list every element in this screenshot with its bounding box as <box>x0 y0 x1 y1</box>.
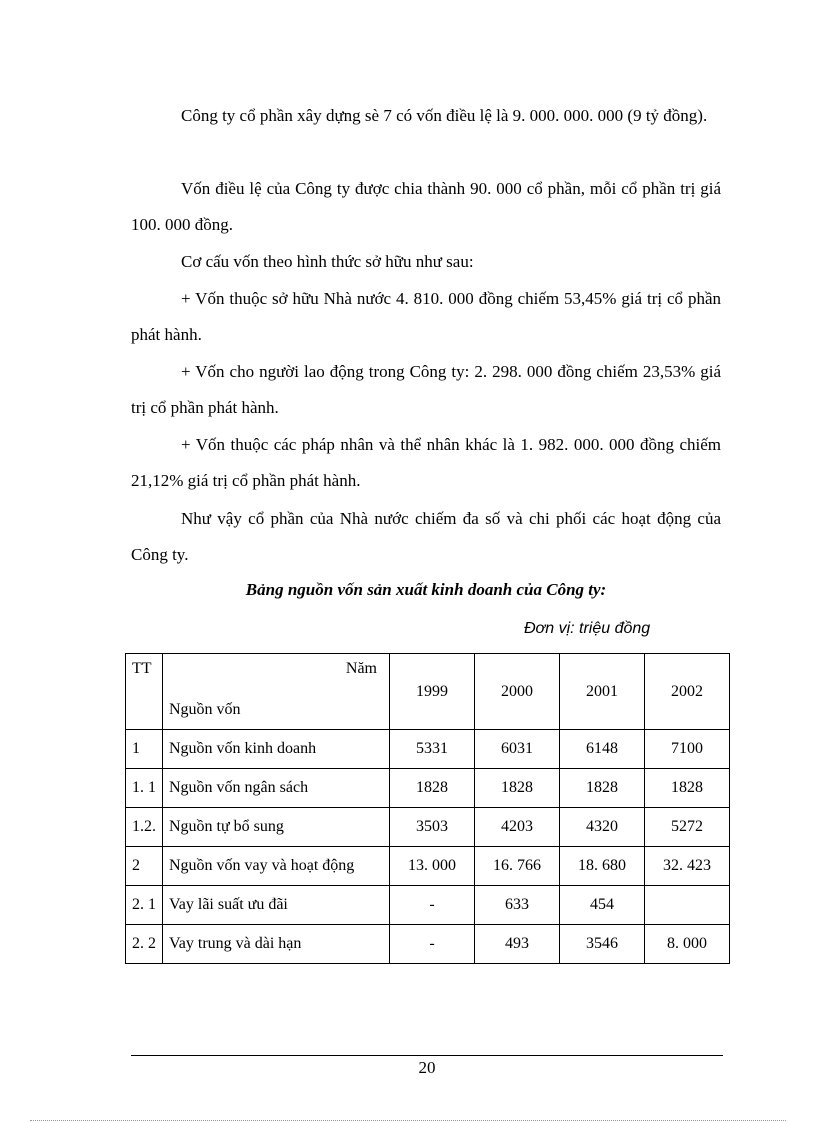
table-row <box>126 730 730 769</box>
row-value: 3503 <box>390 808 475 847</box>
paragraph-ownership-intro: Cơ cấu vốn theo hình thức sở hữu như sau: <box>181 252 474 271</box>
row-label: Vay lãi suất ưu đãi <box>163 886 390 925</box>
header-year: 1999 <box>390 654 475 730</box>
row-tt: 1.2. <box>126 808 163 847</box>
header-year-label: Năm <box>345 660 377 677</box>
table-row <box>126 925 730 964</box>
row-value: 6148 <box>560 730 645 769</box>
header-diagonal-cell <box>163 654 390 730</box>
row-value: 16. 766 <box>475 847 560 886</box>
header-year: 2002 <box>645 654 730 730</box>
table-row <box>126 847 730 886</box>
row-value: 633 <box>475 886 560 925</box>
page-bottom-dotted-border <box>30 1120 786 1121</box>
row-value: - <box>390 925 475 964</box>
table-unit: Đơn vị: triệu đồng <box>524 620 651 637</box>
row-tt: 1 <box>126 730 163 769</box>
row-value: - <box>390 886 475 925</box>
row-value: 5331 <box>390 730 475 769</box>
header-tt <box>126 654 163 730</box>
table-row <box>126 769 730 808</box>
row-value: 4203 <box>475 808 560 847</box>
row-value: 454 <box>560 886 645 925</box>
row-value: 493 <box>475 925 560 964</box>
paragraph-conclusion: Như vậy cổ phần của Nhà nước chiếm đa số và chi phối các hoạt động của Công ty. <box>131 509 721 564</box>
paragraph-charter-capital: Công ty cổ phần xây dựng sè 7 có vốn điều lệ là 9. 000. 000. 000 (9 tỷ đồng). <box>181 106 708 125</box>
table-title: Bảng nguồn vốn sản xuất kinh doanh của Công ty: <box>245 580 607 599</box>
paragraph-state-capital: + Vốn thuộc sở hữu Nhà nước 4. 810. 000 đồng chiếm 53,45% giá trị cổ phần phát hành. <box>131 289 721 344</box>
row-value: 18. 680 <box>560 847 645 886</box>
paragraph-share-division: Vốn điều lệ của Công ty được chia thành 90. 000 cổ phần, mỗi cổ phần trị giá 100. 000 đồng. <box>131 179 721 234</box>
page-number: 20 <box>418 1058 436 1077</box>
row-value: 3546 <box>560 925 645 964</box>
footer-divider <box>131 1055 723 1056</box>
paragraph-employee-capital: + Vốn cho người lao động trong Công ty: 2. 298. 000 đồng chiếm 23,53% giá trị cổ phần phát hành. <box>131 362 721 417</box>
header-year: 2000 <box>475 654 560 730</box>
row-value: 1828 <box>475 769 560 808</box>
row-tt: 2. 2 <box>126 925 163 964</box>
row-value: 4320 <box>560 808 645 847</box>
table-row <box>126 808 730 847</box>
row-value: 6031 <box>475 730 560 769</box>
row-value: 32. 423 <box>645 847 730 886</box>
row-value <box>645 886 730 925</box>
table-row <box>126 886 730 925</box>
row-value: 13. 000 <box>390 847 475 886</box>
header-source-label: Nguồn vốn <box>169 701 241 718</box>
row-value: 7100 <box>645 730 730 769</box>
row-label: Nguồn vốn kinh doanh <box>163 730 390 769</box>
header-tt-label: TT <box>132 660 152 677</box>
row-label: Nguồn tự bổ sung <box>163 808 390 847</box>
row-value: 1828 <box>645 769 730 808</box>
row-value: 1828 <box>390 769 475 808</box>
row-label: Nguồn vốn ngân sách <box>163 769 390 808</box>
row-label: Vay trung và dài hạn <box>163 925 390 964</box>
row-tt: 1. 1 <box>126 769 163 808</box>
row-label: Nguồn vốn vay và hoạt động <box>163 847 390 886</box>
row-value: 1828 <box>560 769 645 808</box>
paragraph-other-capital: + Vốn thuộc các pháp nhân và thể nhân khác là 1. 982. 000. 000 đồng chiếm 21,12% giá trị cổ phần phát hành. <box>131 435 721 490</box>
row-tt: 2 <box>126 847 163 886</box>
table-header-row <box>126 654 730 730</box>
row-value: 8. 000 <box>645 925 730 964</box>
header-year: 2001 <box>560 654 645 730</box>
capital-table <box>125 653 730 964</box>
row-value: 5272 <box>645 808 730 847</box>
row-tt: 2. 1 <box>126 886 163 925</box>
